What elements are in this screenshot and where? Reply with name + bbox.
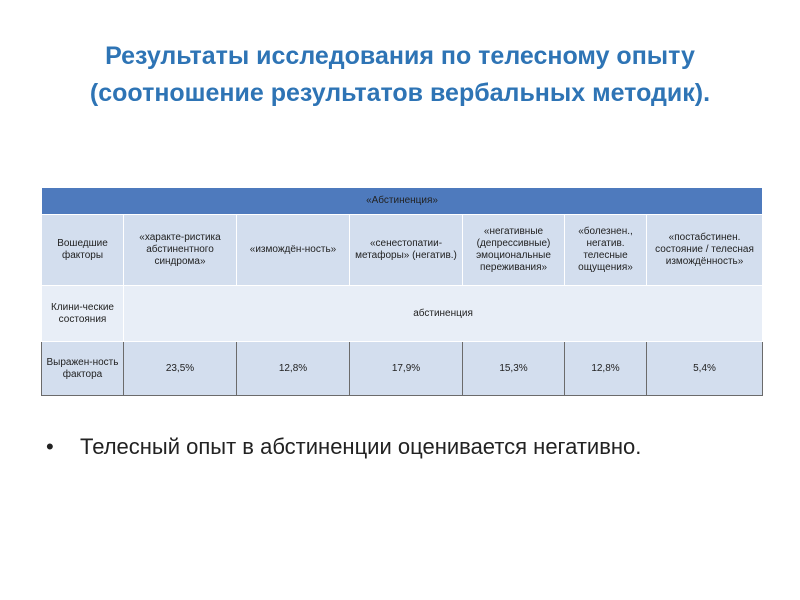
bullet-dot-icon: • xyxy=(46,434,54,459)
table-row-factors xyxy=(42,215,763,286)
factor-cell: «болезнен., негатив. телесные ощущения» xyxy=(565,215,647,286)
expression-value-cell: 15,3% xyxy=(463,342,565,396)
table-row-expression xyxy=(42,342,763,396)
factor-cell: «сенестопатии-метафоры» (негатив.) xyxy=(350,215,463,286)
row-label-clinical: Клини-ческие состояния xyxy=(42,286,124,342)
bullet-text: Телесный опыт в абстиненции оценивается негативно. xyxy=(80,434,642,459)
row-label-expression: Выражен-ность фактора xyxy=(42,342,124,396)
expression-value-cell: 17,9% xyxy=(350,342,463,396)
factor-cell: «характе-ристика абстинентного синдрома» xyxy=(124,215,237,286)
factor-cell: «измождён-ность» xyxy=(237,215,350,286)
clinical-value-cell: абстиненция xyxy=(124,286,763,342)
expression-value-cell: 12,8% xyxy=(237,342,350,396)
slide-title xyxy=(40,38,760,112)
row-label-factors: Вошедшие факторы xyxy=(42,215,124,286)
table-header-row xyxy=(42,188,763,215)
table-header: «Абстиненция» xyxy=(42,188,763,215)
expression-value-cell: 12,8% xyxy=(565,342,647,396)
bullet-item xyxy=(46,434,641,460)
factor-cell: «негативные (депрессивные) эмоциональные переживания» xyxy=(463,215,565,286)
factor-cell: «постабстинен. состояние / телесная измождённость» xyxy=(647,215,763,286)
results-table xyxy=(41,187,763,396)
slide-title-line-2: (соотношение результатов вербальных методик). xyxy=(89,79,711,107)
expression-value-cell: 23,5% xyxy=(124,342,237,396)
slide-title-line-1: Результаты исследования по телесному опыту xyxy=(105,42,695,70)
expression-value-cell: 5,4% xyxy=(647,342,763,396)
table-row-clinical xyxy=(42,286,763,342)
